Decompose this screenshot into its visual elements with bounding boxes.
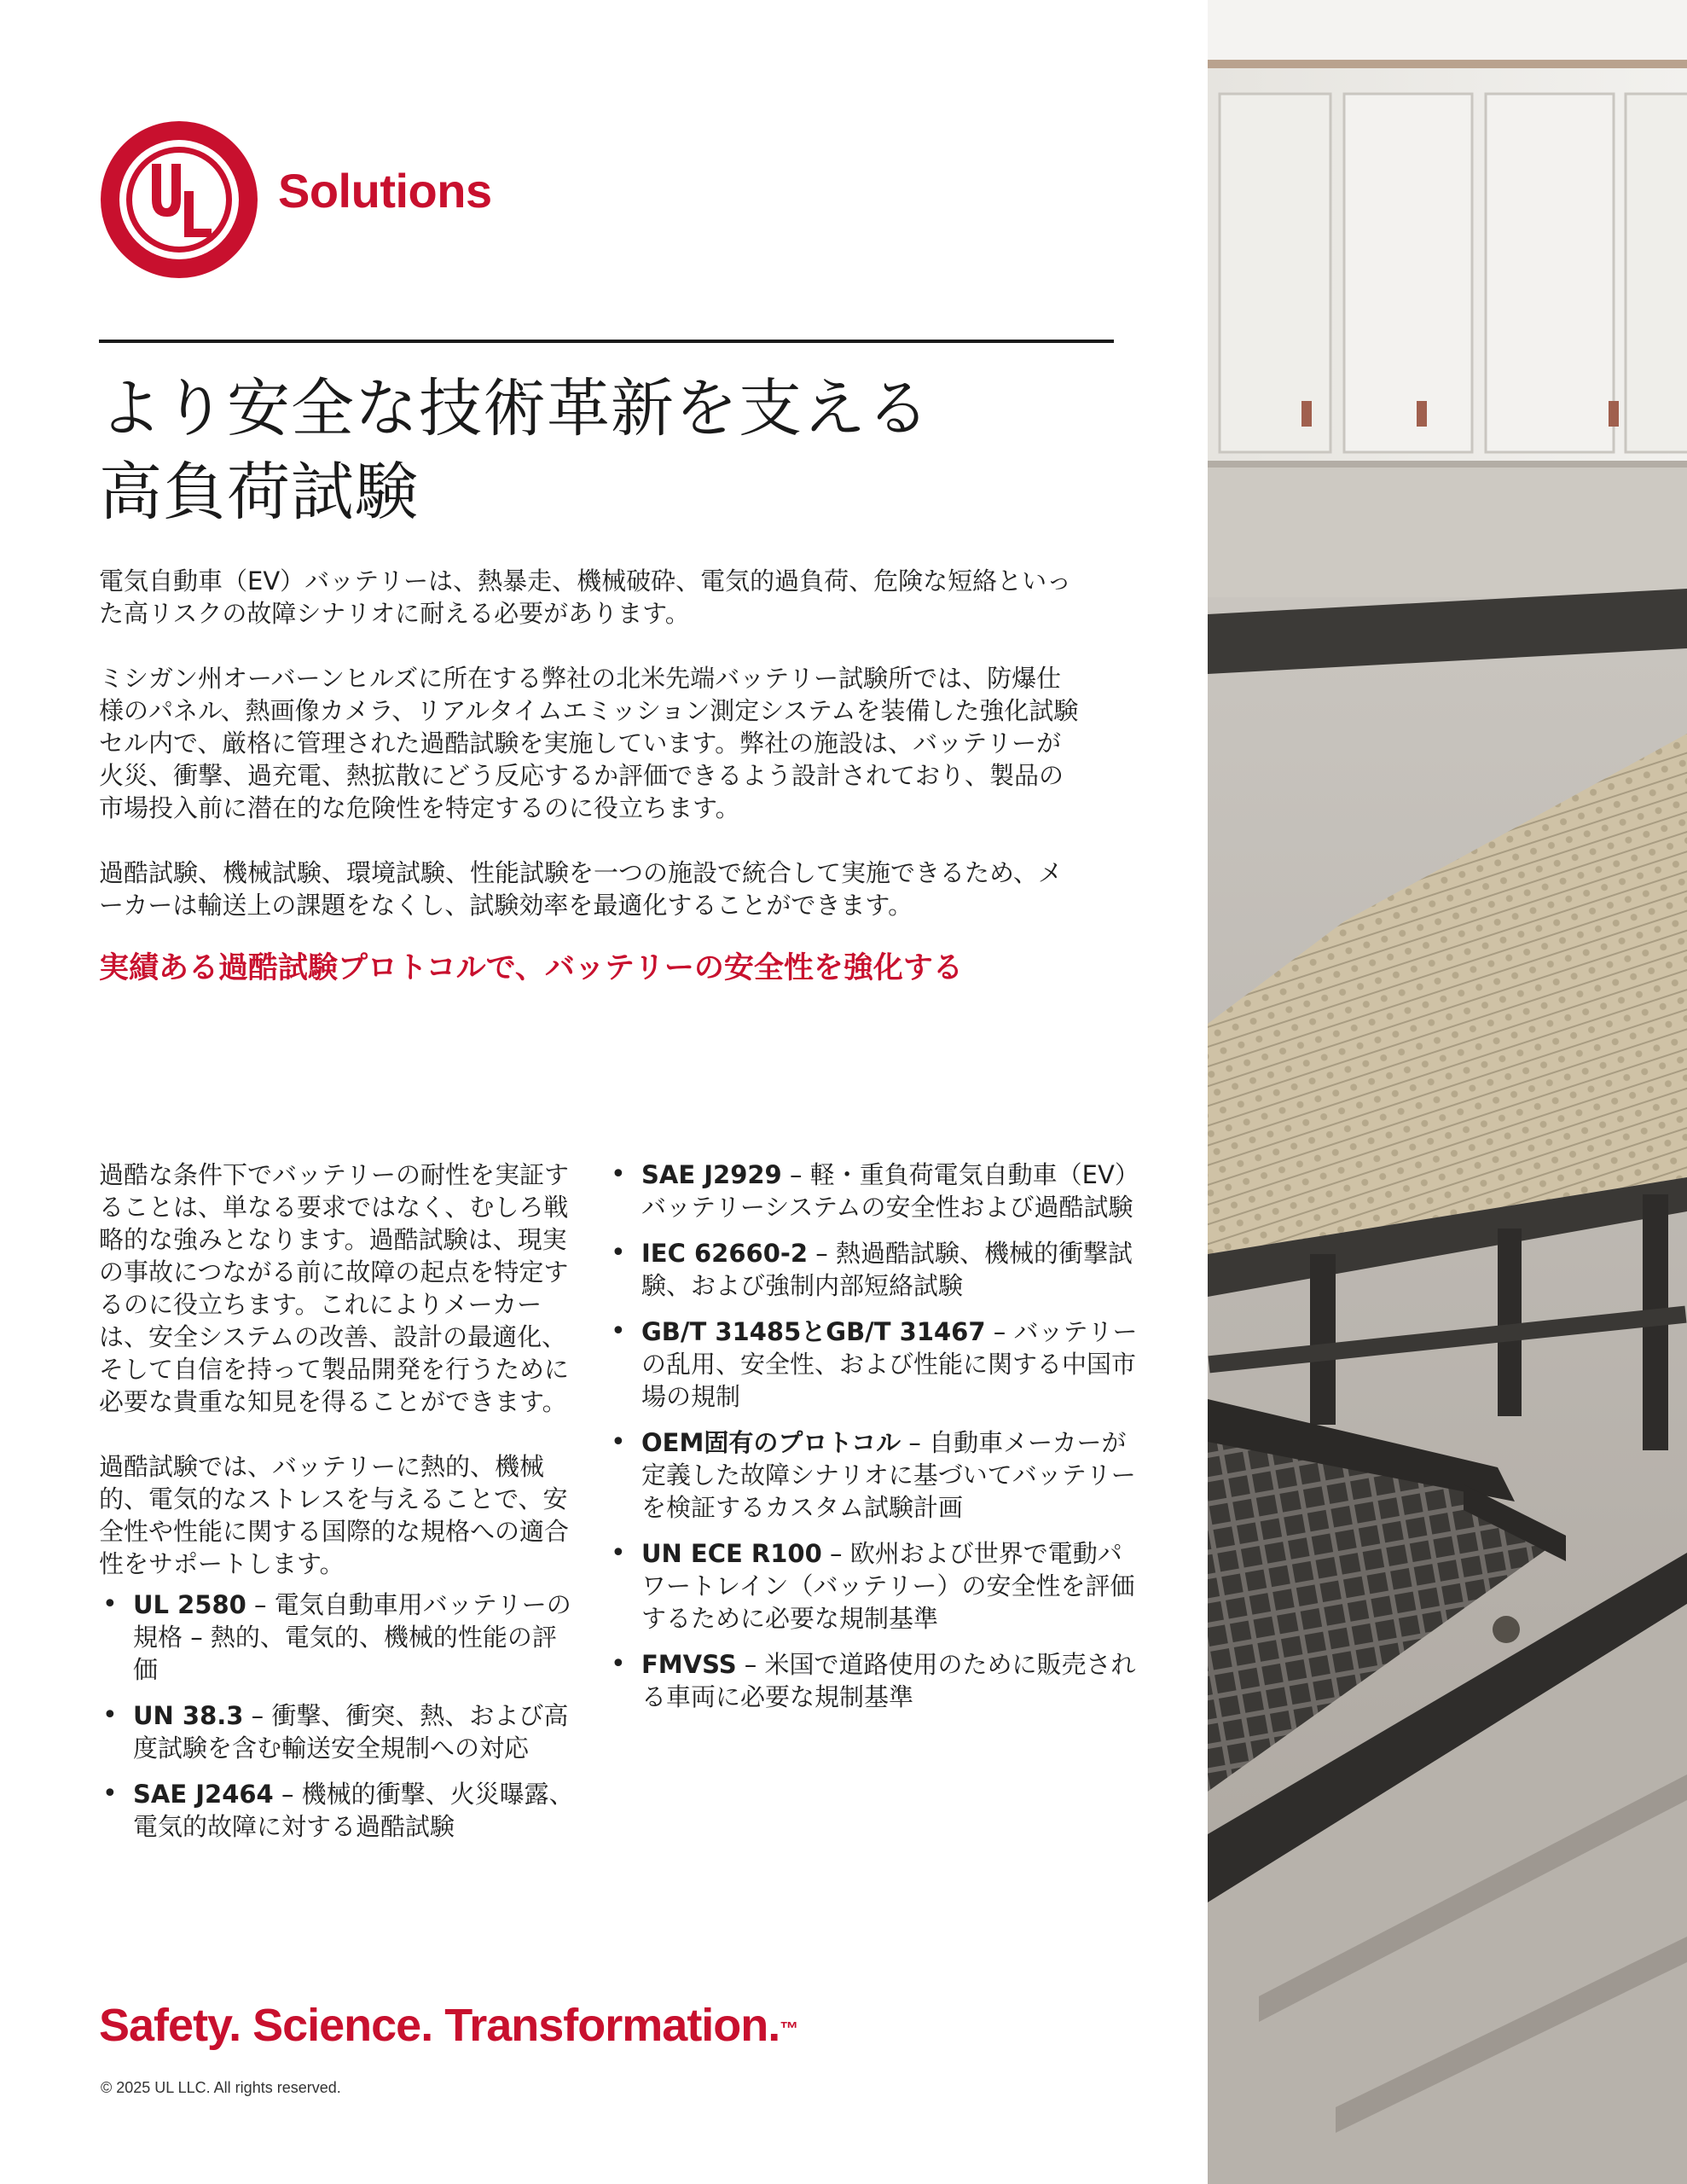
- list-item: [99, 1778, 577, 1843]
- standard-name: IEC 62660-2: [641, 1239, 809, 1268]
- bullet-icon: •: [611, 1649, 626, 1679]
- list-item: [99, 1699, 577, 1764]
- standard-name: OEM固有のプロトコル: [641, 1428, 901, 1457]
- standard-description: – バッテリーの乱用、安全性、および性能に関する中国市場の規制: [641, 1317, 1138, 1411]
- bullet-icon: •: [611, 1159, 626, 1189]
- section-heading: 実績ある過酷試験プロトコルで、バッテリーの安全性を強化する: [99, 951, 963, 985]
- right-column: [607, 1159, 1145, 1727]
- copyright-notice: © 2025 UL LLC. All rights reserved.: [101, 2079, 341, 2096]
- bullet-icon: •: [102, 1589, 118, 1619]
- standard-name: FMVSS: [641, 1650, 737, 1679]
- bullet-icon: •: [102, 1779, 118, 1809]
- ul-logo: [96, 116, 263, 283]
- intro-paragraph: 過酷試験、機械試験、環境試験、性能試験を一つの施設で統合して実施できるため、メーカーは輸送上の課題をなくし、試験効率を最適化することができます。: [99, 858, 1063, 920]
- list-item: [607, 1237, 1145, 1302]
- standard-description: – 欧州および世界で電動パワートレイン（バッテリー）の安全性を評価するために必要な規制基準: [641, 1539, 1135, 1633]
- standard-name: SAE J2464: [133, 1780, 274, 1809]
- standard-name: GB/T 31485とGB/T 31467: [641, 1317, 986, 1346]
- list-item: [607, 1648, 1145, 1713]
- standard-name: UN 38.3: [133, 1701, 244, 1730]
- standard-description: – 電気自動車用バッテリーの規格 – 熱的、電気的、機械的性能の評価: [133, 1590, 571, 1684]
- bullet-icon: •: [611, 1316, 626, 1346]
- standard-description: – 軽・重負荷電気自動車（EV）バッテリーシステムの安全性および過酷試験: [641, 1160, 1139, 1222]
- body-paragraph: 過酷な条件下でバッテリーの耐性を実証することは、単なる要求ではなく、むしろ戦略的な強みとなります。過酷試験は、現実の事故につながる前に故障の起点を特定するのに役立ちます。これによりメーカーは、安全システムの改善、設計の最適化、そして自信を持って製品開発を行うために必要な貴重な知見を得ることができます。: [99, 1160, 570, 1416]
- test-facility-photo: [1208, 0, 1687, 2184]
- standard-description: – 米国で道路使用のために販売される車両に必要な規制基準: [641, 1650, 1136, 1711]
- standards-list: [99, 1589, 577, 1843]
- intro-paragraph: 電気自動車（EV）バッテリーは、熱暴走、機械破砕、電気的過負荷、危険な短絡といった高リスクの故障シナリオに耐える必要があります。: [99, 566, 1072, 628]
- brand-name: Solutions: [278, 164, 492, 218]
- standard-description: – 熱過酷試験、機械的衝撃試験、および強制内部短絡試験: [641, 1239, 1133, 1300]
- trademark-symbol: ™: [780, 2018, 798, 2039]
- title-line-1: より安全な技術革新を支える: [99, 372, 930, 445]
- standards-list: [607, 1159, 1145, 1713]
- standard-description: – 自動車メーカーが定義した故障シナリオに基づいてバッテリーを検証するカスタム試験計画: [641, 1428, 1136, 1522]
- header-divider: [99, 340, 1114, 343]
- standard-description: – 機械的衝撃、火災曝露、電気的故障に対する過酷試験: [133, 1780, 574, 1841]
- title-line-2: 高負荷試験: [99, 456, 419, 529]
- list-item: [607, 1426, 1145, 1524]
- list-item: [99, 1589, 577, 1686]
- list-item: [607, 1537, 1145, 1635]
- standard-name: UN ECE R100: [641, 1539, 822, 1568]
- bullet-icon: •: [611, 1238, 626, 1268]
- bullet-icon: •: [102, 1700, 118, 1730]
- standard-name: UL 2580: [133, 1590, 246, 1619]
- standard-name: SAE J2929: [641, 1160, 782, 1189]
- page-title: [99, 367, 1157, 534]
- body-paragraph: 過酷試験では、バッテリーに熱的、機械的、電気的なストレスを与えることで、安全性や性能に関する国際的な規格への適合性をサポートします。: [99, 1452, 570, 1578]
- list-item: [607, 1159, 1145, 1223]
- bullet-icon: •: [611, 1538, 626, 1568]
- left-column: [99, 1159, 577, 1856]
- tagline-text: Safety. Science. Transformation.: [99, 2000, 780, 2051]
- intro-section: [99, 565, 1080, 954]
- intro-paragraph: ミシガン州オーバーンヒルズに所在する弊社の北米先端バッテリー試験所では、防爆仕様のパネル、熱画像カメラ、リアルタイムエミッション測定システムを装備した強化試験セル内で、厳格に管理された過酷試験を実施しています。弊社の施設は、バッテリーが火災、衝撃、過充電、熱拡散にどう反応するか評価できるよう設計されており、製品の市場投入前に潜在的な危険性を特定するのに役立ちます。: [99, 664, 1079, 822]
- bullet-icon: •: [611, 1427, 626, 1457]
- standard-description: – 衝撃、衝突、熱、および高度試験を含む輸送安全規制への対応: [133, 1701, 569, 1763]
- footer-tagline: [99, 1998, 797, 2053]
- list-item: [607, 1316, 1145, 1413]
